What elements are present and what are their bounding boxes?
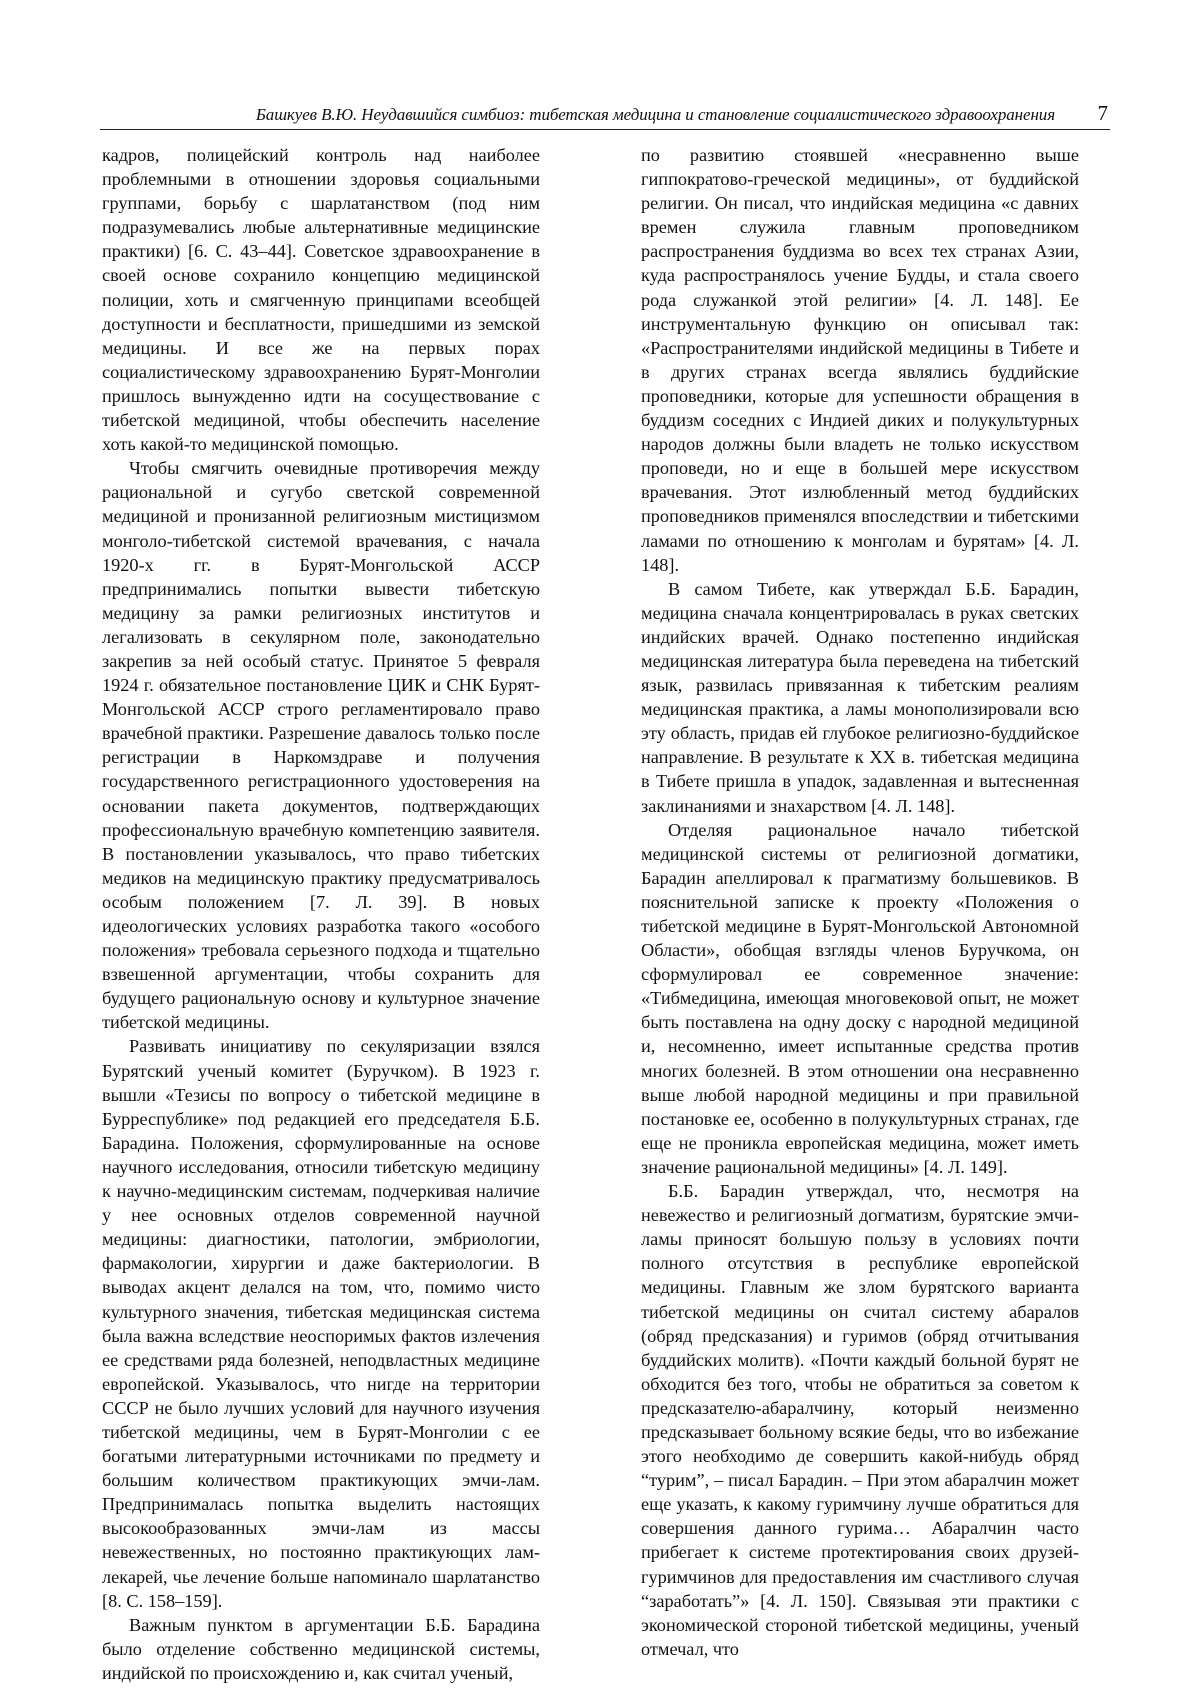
running-title: Башкуев В.Ю. Неудавшийся симбиоз: тибетская медицина и становление социалистического здравоохранения xyxy=(255,105,1055,124)
paragraph: Важным пунктом в аргументации Б.Б. Барадина было отделение собственно медицинской системы, индийской по происхождению и, как считал ученый, xyxy=(102,1614,540,1683)
paragraph: по развитию стоявшей «несравненно выше гиппократово-греческой медицины», от буддийской религии. Он писал, что индийская медицина «с давних времен служила главным проповедником распространения буддизма во всех тех странах Азии, куда распространялось учение Будды, и стала своего рода служанкой этой религии» [4. Л. 148]. Ее инструментальную функцию он описывал так: «Распространителями индийской медицины в Тибете и в других странах всегда являлись буддийские проповедники, которые для успешности обращения в буддизм соседних с Индией диких и полукультурных народов должны были владеть не только искусством проповеди, но и еще в большей мере искусством врачевания. Этот излюбленный метод буддийских проповедников применялся впоследствии и тибетскими ламами по отношению к монголам и бурятам» [4. Л. 148]. xyxy=(641,145,1079,575)
paragraph: Развивать инициативу по секуляризации взялся Бурятский ученый комитет (Буручком). В 1923 г. вышли «Тезисы по вопросу о тибетской медицине в Бурреспублике» под редакцией его председателя Б.Б. Барадина. Положения, сформулированные на основе научного исследования, относили тибетскую медицину к научно-медицинским системам, подчеркивая наличие у нее основных отделов современной научной медицины: диагностики, патологии, эмбриологии, фармакологии, хирургии и даже бактериологии. В выводах акцент делался на том, что, помимо чисто культурного значения, тибетская медицинская система была важна вследствие неоспоримых фактов излечения ее средствами ряда болезней, неподвластных медицине европейской. Указывалось, что нигде на территории СССР не было лучших условий для научного изучения тибетской медицины, чем в Бурят-Монголии с ее богатыми литературными источниками по предмету и большим количеством практикующих эмчи-лам. Предпринималась попытка выделить настоящих высокообразованных эмчи-лам из массы невежественных, но постоянно практикующих лам-лекарей, чье лечение больше напоминало шарлатанство [8. С. 158–159]. xyxy=(102,1036,540,1611)
paragraph: Отделяя рациональное начало тибетской медицинской системы от религиозной догматики, Барадин апеллировал к прагматизму большевиков. В пояснительной записке к проекту «Положения о тибетской медицине в Бурят-Монгольской Автономной Области», обобщая взгляды членов Буручкома, он сформулировал ее современное значение: «Тибмедицина, имеющая многовековой опыт, не может быть поставлена на одну доску с народной медициной и, несомненно, имеет испытанные средства против многих болезней. В этом отношении она несравненно выше любой народной медицины и при правильной постановке ее, особенно в полукультурных странах, где еще не проникла европейская медицина, может иметь значение рациональной медицины» [4. Л. 149]. xyxy=(641,819,1079,1177)
left-column xyxy=(102,143,540,1685)
paragraph: Б.Б. Барадин утверждал, что, несмотря на невежество и религиозный догматизм, бурятские эмчи-ламы приносят большую пользу в условиях почти полного отсутствия в республике европейской медицины. Главным же злом бурятского варианта тибетской медицины он считал систему абаралов (обряд предсказания) и гуримов (обряд отчитывания буддийских молитв). «Почти каждый больной бурят не обходится без того, чтобы не обратиться за советом к предсказателю-абаралчину, который неизменно предсказывает больному всякие беды, что во избежание этого необходимо де совершить какой-нибудь обряд “турим”, – писал Барадин. – При этом абаралчин может еще указать, к какому гуримчину лучше обратиться для совершения данного гурима… Абаралчин часто прибегает к системе протектирования своих друзей-гуримчинов для предоставления им счастливого случая “заработать”» [4. Л. 150]. Связывая эти практики с экономической стороной тибетской медицины, ученый отмечал, что xyxy=(641,1181,1079,1659)
right-column xyxy=(641,143,1079,1661)
paragraph: кадров, полицейский контроль над наиболее проблемными в отношении здоровья социальными группами, борьбу с шарлатанством (под ним подразумевались любые альтернативные медицинские практики) [6. С. 43–44]. Советское здравоохранение в своей основе сохранило концепцию медицинской полиции, хоть и смягченную принципами всеобщей доступности и бесплатности, пришедшими из земской медицины. И все же на первых порах социалистическому здравоохранению Бурят-Монголии пришлось вынужденно идти на сосуществование с тибетской медициной, чтобы обеспечить население хоть какой-то медицинской помощью. xyxy=(102,145,540,455)
running-header xyxy=(100,103,1110,130)
paragraph: Чтобы смягчить очевидные противоречия между рациональной и сугубо светской современной медициной и пронизанной религиозным мистицизмом монголо-тибетской системой врачевания, с начала 1920-х гг. в Бурят-Монгольской АССР предпринимались попытки вывести тибетскую медицину за рамки религиозных институтов и легализовать в секулярном поле, законодательно закрепив за ней особый статус. Принятое 5 февраля 1924 г. обязательное постановление ЦИК и СНК Бурят-Монгольской АССР строго регламентировало право врачебной практики. Разрешение давалось только после регистрации в Наркомздраве и получения государственного регистрационного удостоверения на основании пакета документов, подтверждающих профессиональную врачебную компетенцию заявителя. В постановлении указывалось, что право тибетских медиков на медицинскую практику предусматривалось особым положением [7. Л. 39]. В новых идеологических условиях разработка такого «особого положения» требовала серьезного подхода и тщательно взвешенной аргументации, чтобы сохранить для будущего рациональную основу и культурное значение тибетской медицины. xyxy=(102,458,540,1033)
paragraph: В самом Тибете, как утверждал Б.Б. Барадин, медицина сначала концентрировалась в руках светских индийских врачей. Однако постепенно индийская медицинская литература была переведена на тибетский язык, развилась привязанная к тибетским реалиям медицинская практика, а ламы монополизировали всю эту область, придав ей глубокое религиозно-буддийское направление. В результате к XX в. тибетская медицина в Тибете пришла в упадок, задавленная и вытесненная заклинаниями и знахарством [4. Л. 148]. xyxy=(641,578,1079,816)
page-number: 7 xyxy=(1097,101,1108,125)
